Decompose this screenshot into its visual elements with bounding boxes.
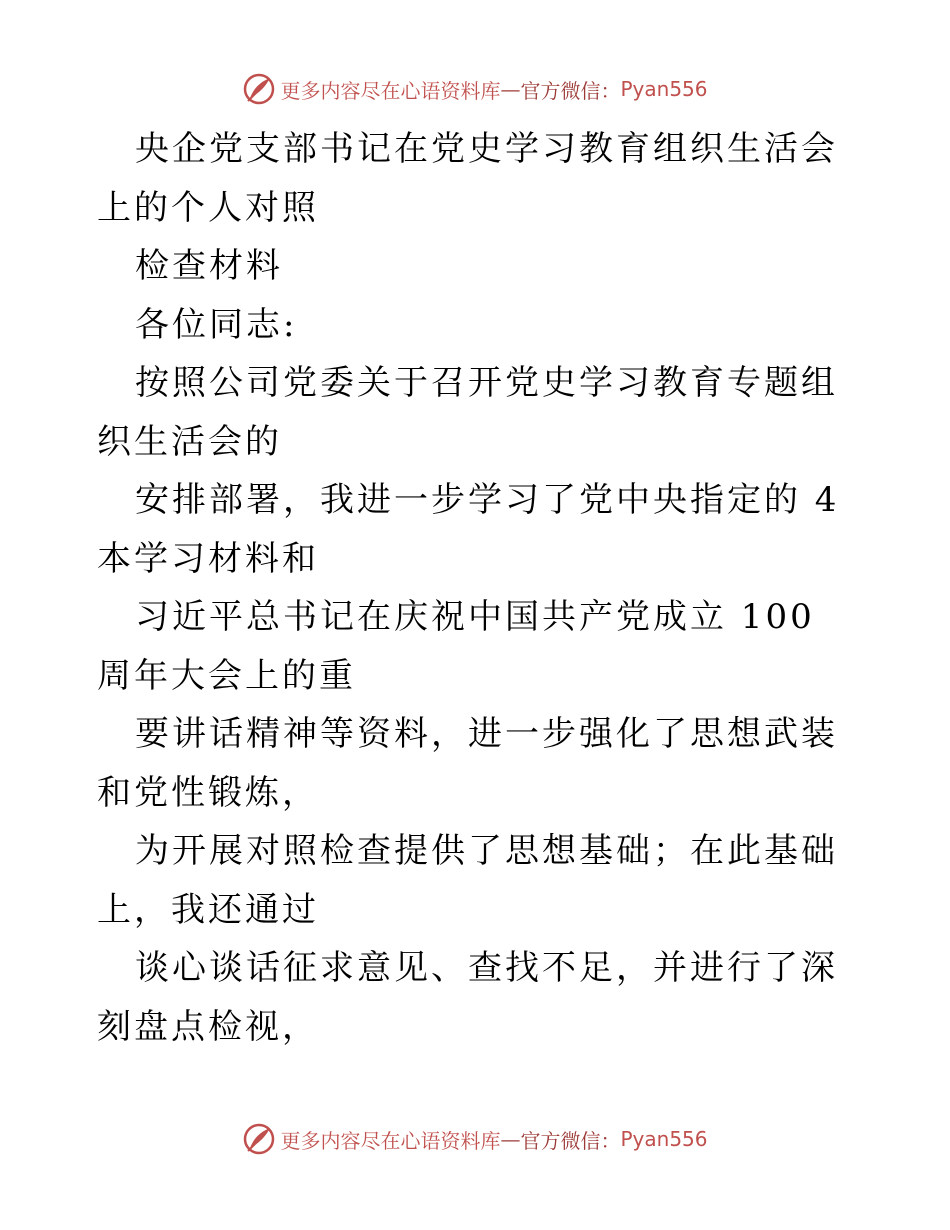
body-paragraph: 按照公司党委关于召开党史学习教育专题组织生活会的: [97, 363, 838, 462]
banner-wechat-id: Pyan556: [620, 77, 708, 101]
body-paragraph: 习近平总书记在庆祝中国共产党成立 100 周年大会上的重: [97, 597, 815, 696]
footer-watermark-banner: [0, 1119, 950, 1159]
banner-site-text: 更多内容尽在心语资料库: [280, 1128, 501, 1153]
body-paragraph: 安排部署，我进一步学习了党中央指定的 4 本学习材料和: [97, 480, 840, 579]
body-paragraph: 谈心谈话征求意见、查找不足，并进行了深刻盘点检视，: [97, 948, 838, 1047]
feather-pen-logo-icon: [242, 1122, 276, 1156]
document-title-continuation: 检查材料: [135, 246, 283, 286]
banner-separator: —: [500, 1127, 521, 1151]
banner-site-text: 更多内容尽在心语资料库: [280, 78, 501, 103]
banner-wechat-label: 官方微信：: [520, 1128, 621, 1153]
banner-wechat-id: Pyan556: [620, 1127, 708, 1151]
body-paragraph: 要讲话精神等资料，进一步强化了思想武装和党性锻炼，: [97, 714, 838, 813]
banner-separator: —: [500, 77, 521, 101]
body-paragraph: 为开展对照检查提供了思想基础；在此基础上，我还通过: [97, 831, 838, 930]
feather-pen-logo-icon: [242, 72, 276, 106]
salutation: 各位同志:: [135, 304, 298, 345]
banner-wechat-label: 官方微信：: [520, 78, 621, 103]
header-watermark-banner: [0, 69, 950, 109]
document-title-line: 央企党支部书记在党史学习教育组织生活会上的个人对照: [97, 129, 838, 228]
document-body: [97, 120, 857, 1056]
